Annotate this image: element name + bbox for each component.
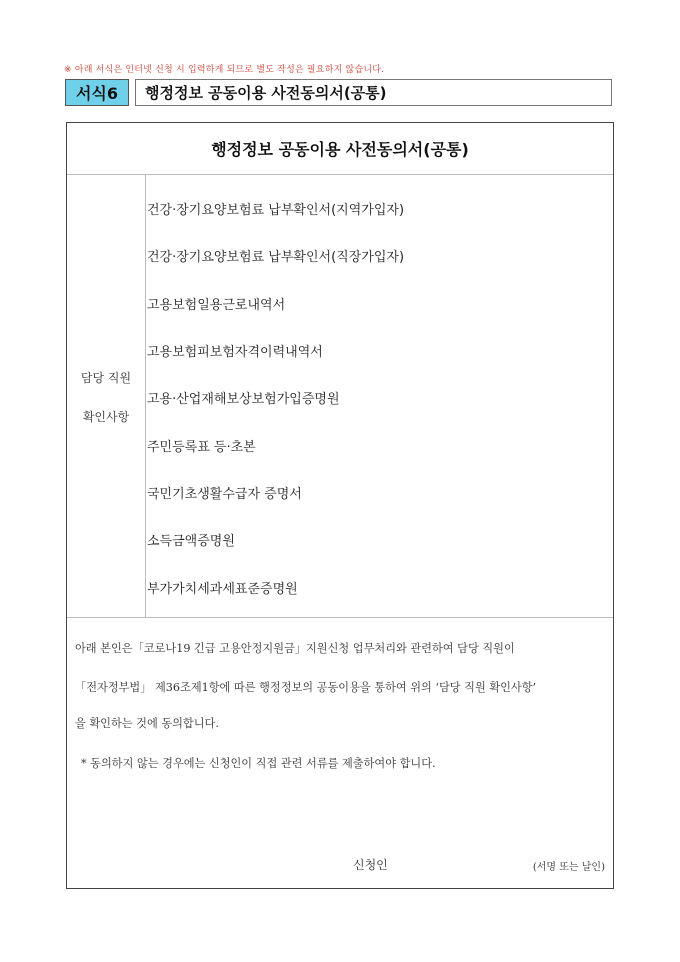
form-header [65, 79, 612, 106]
list-item: 부가가치세과세표준증명원 [147, 582, 298, 597]
consent-form [66, 122, 614, 889]
list-item: 소득금액증명원 [147, 534, 235, 549]
section-label-line1: 담당 직원 [80, 371, 132, 385]
consent-line: 을 확인하는 것에 동의합니다. [75, 717, 219, 730]
header-title: 행정정보 공동이용 사전동의서(공통) [135, 79, 612, 106]
document-title: 행정정보 공동이용 사전동의서(공통) [67, 123, 613, 175]
list-item: 건강·장기요양보험료 납부확인서(지역가입자) [147, 203, 405, 218]
divider [67, 617, 613, 618]
list-item: 국민기초생활수급자 증명서 [147, 487, 302, 502]
note-text: * 동의하지 않는 경우에는 신청인이 직접 관련 서류를 제출하여야 합니다. [81, 757, 436, 770]
list-item: 주민등록표 등·초본 [147, 440, 256, 455]
list-item: 고용·산업재해보상보험가입증명원 [147, 392, 340, 407]
list-item: 고용보험일용근로내역서 [147, 298, 286, 313]
list-item: 건강·장기요양보험료 납부확인서(직장가입자) [147, 250, 405, 265]
document-list [147, 174, 607, 617]
signature-label: (서명 또는 날인) [532, 862, 605, 873]
section-label [67, 174, 146, 617]
consent-line: 「전자정부법」 제36조제1항에 따른 행정정보의 공동이용을 통하여 위의 ‘담당 직원 확인사항’ [75, 681, 537, 694]
list-item: 고용보험피보험자격이력내역서 [147, 345, 323, 360]
consent-line: 아래 본인은「코로나19 긴급 고용안정지원금」지원신청 업무처리와 관련하여 담당 직원이 [75, 642, 515, 655]
notice-text: ※ 아래 서식은 인터넷 신청 시 입력하게 되므로 별도 작성은 필요하지 않습니다. [64, 65, 385, 75]
section-label-line2: 확인사항 [82, 410, 130, 424]
form-number-badge: 서식6 [65, 79, 129, 106]
applicant-label: 신청인 [353, 858, 388, 872]
